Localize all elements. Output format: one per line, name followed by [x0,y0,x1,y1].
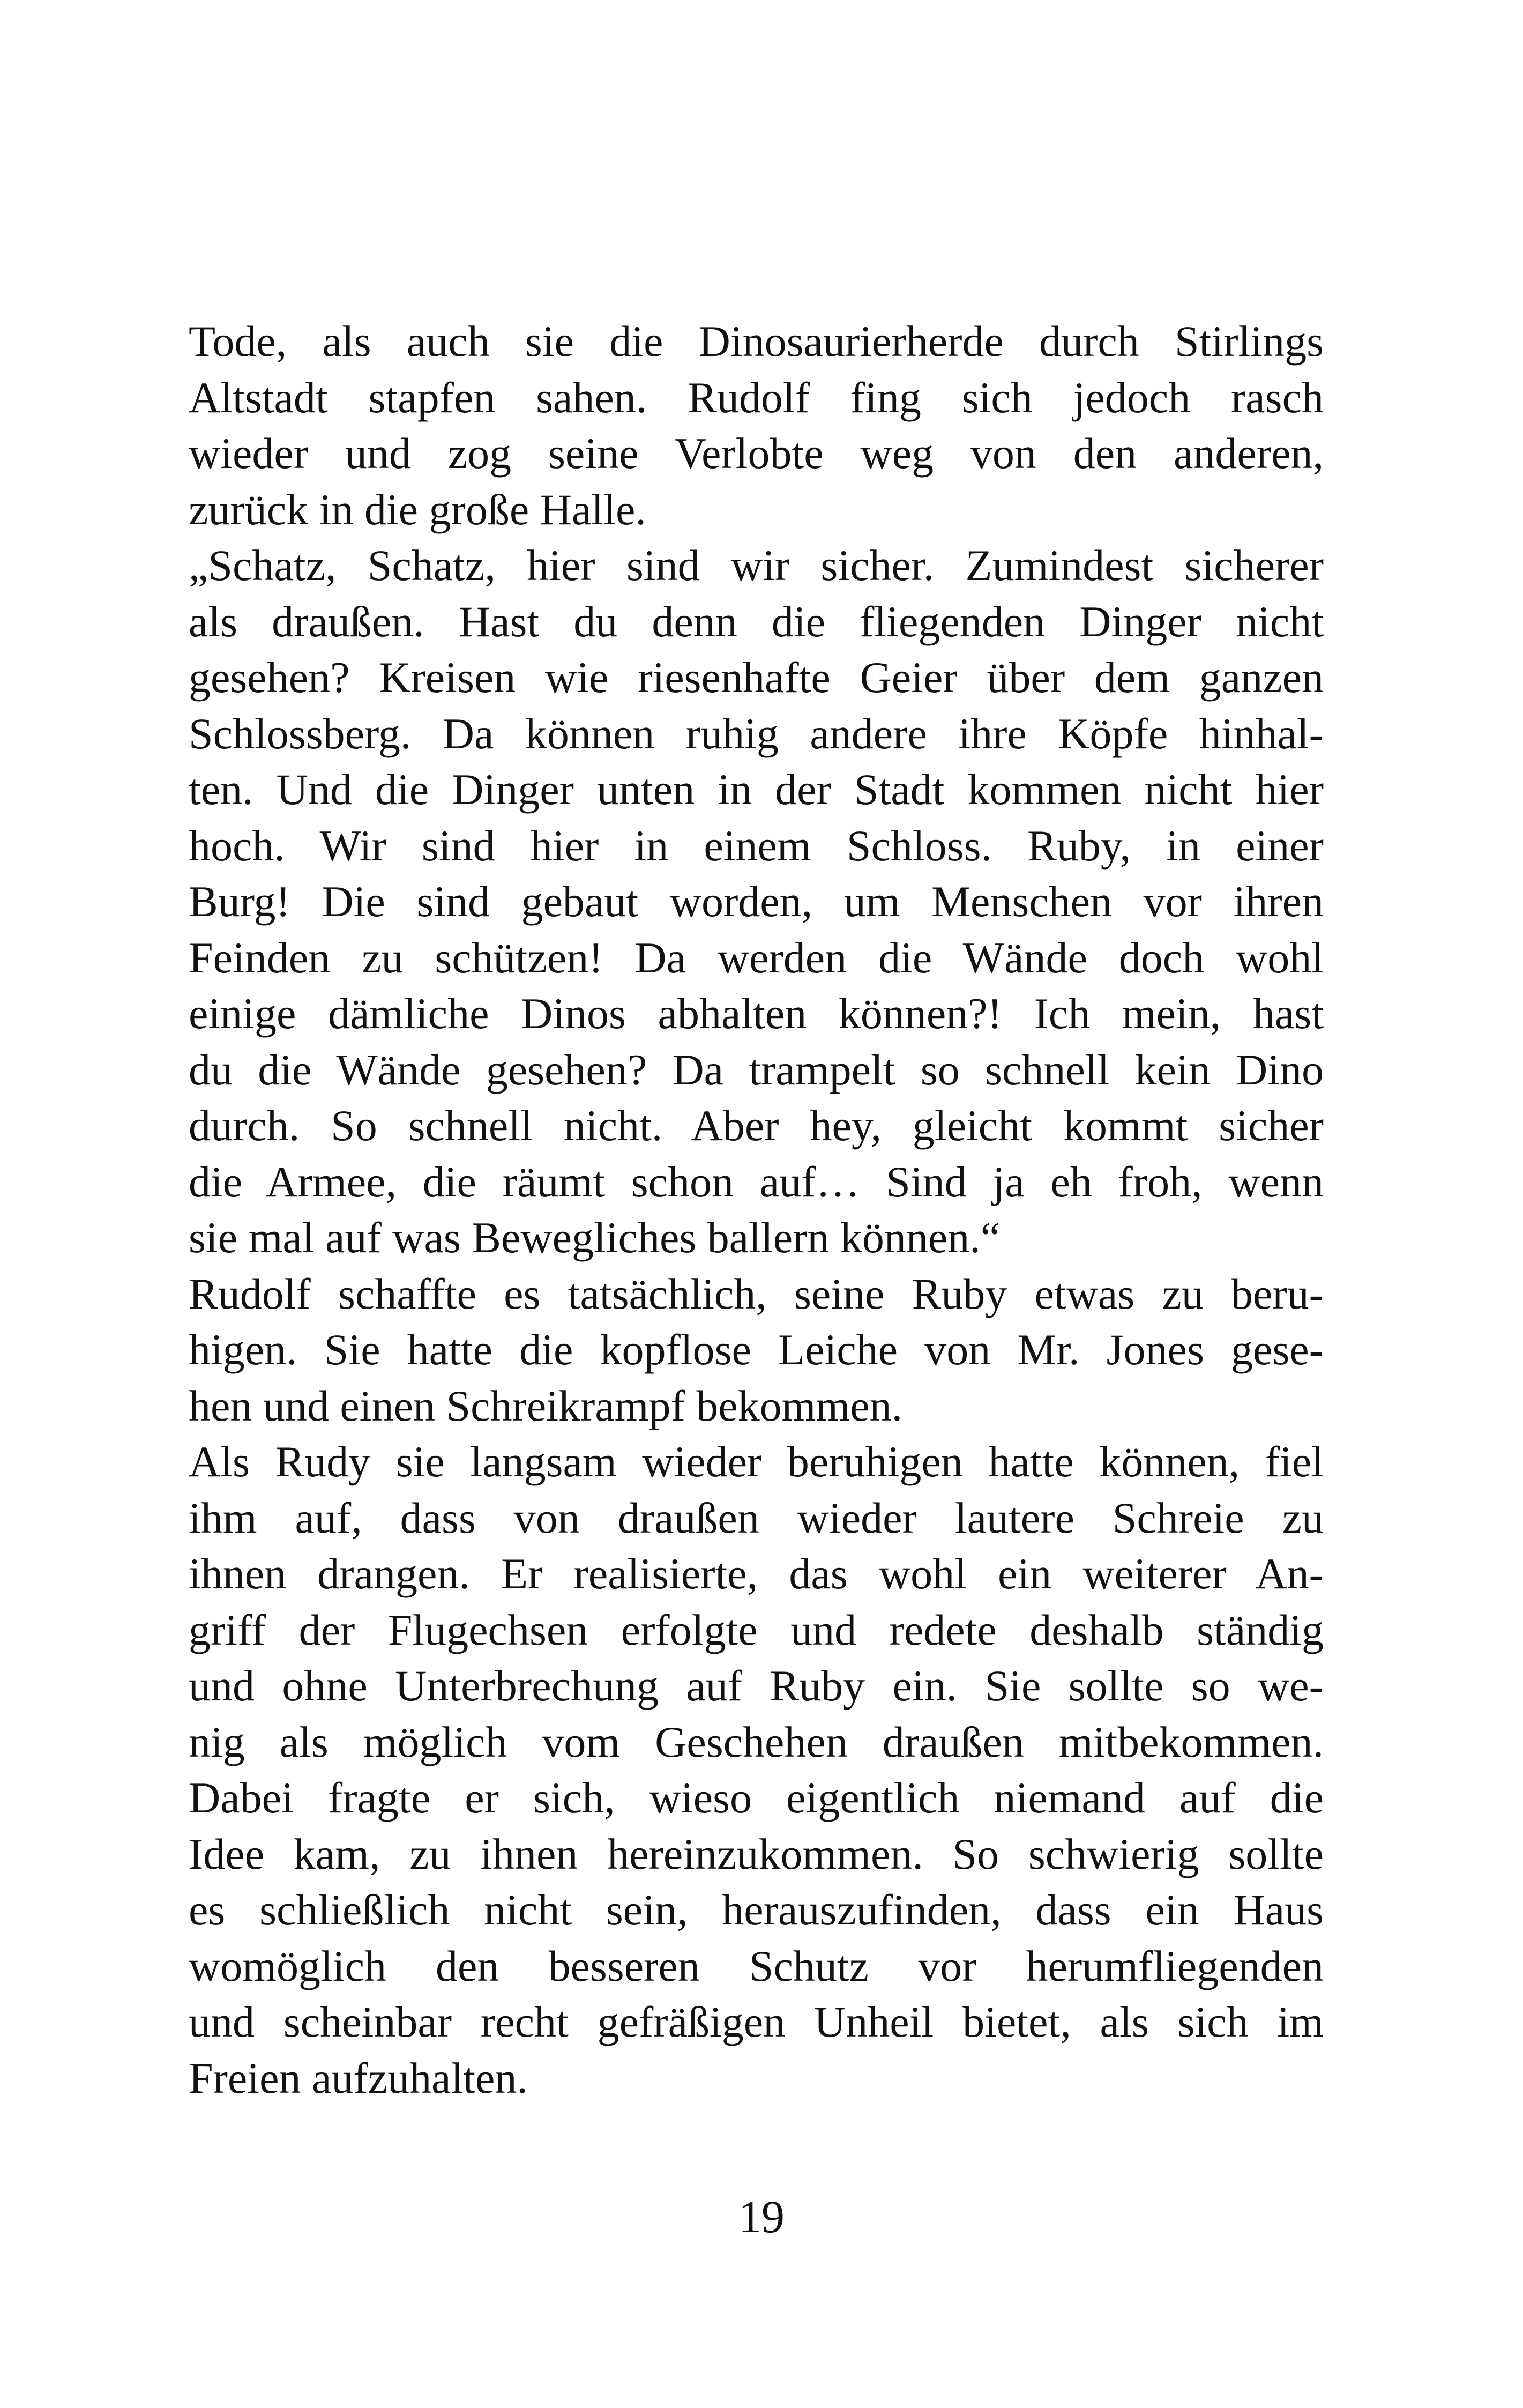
text-line: hen und einen Schreikrampf bekommen. [189,1381,903,1430]
text-line: Idee kam, zu ihnen hereinzukommen. So schwierig sollte [189,1829,1324,1878]
text-line: womöglich den besseren Schutz vor herumfliegenden [189,1941,1324,1990]
text-line: ihnen drangen. Er realisierte, das wohl ein weiterer An- [189,1549,1324,1598]
text-line: und scheinbar recht gefräßigen Unheil bietet, als sich im [189,1997,1324,2046]
text-line: durch. So schnell nicht. Aber hey, gleicht kommt sicher [189,1101,1324,1150]
text-line: sie mal auf was Bewegliches ballern können.“ [189,1213,1001,1262]
text-line: ten. Und die Dinger unten in der Stadt kommen nicht hier [189,765,1324,814]
text-line: du die Wände gesehen? Da trampelt so schnell kein Dino [189,1045,1324,1094]
text-line: nig als möglich vom Geschehen draußen mitbekommen. [189,1717,1324,1766]
text-line: Burg! Die sind gebaut worden, um Menschen vor ihren [189,877,1324,926]
text-line: hoch. Wir sind hier in einem Schloss. Ruby, in einer [189,821,1324,870]
text-line: higen. Sie hatte die kopflose Leiche von Mr. Jones gese- [189,1325,1324,1374]
text-line: Feinden zu schützen! Da werden die Wände doch wohl [189,933,1324,982]
text-line: einige dämliche Dinos abhalten können?! Ich mein, hast [189,989,1324,1038]
text-line: Freien aufzuhalten. [189,2053,528,2102]
text-line: Tode, als auch sie die Dinosaurierherde durch Stirlings [189,317,1324,366]
text-line: Dabei fragte er sich, wieso eigentlich niemand auf die [189,1773,1324,1822]
body-text [189,314,1324,2106]
text-line: gesehen? Kreisen wie riesenhafte Geier über dem ganzen [189,653,1324,702]
text-line: wieder und zog seine Verlobte weg von den anderen, [189,429,1324,478]
text-line: und ohne Unterbrechung auf Ruby ein. Sie sollte so we- [189,1661,1324,1710]
text-line: die Armee, die räumt schon auf… Sind ja eh froh, wenn [189,1157,1324,1206]
text-line: zurück in die große Halle. [189,485,646,534]
text-line: „Schatz, Schatz, hier sind wir sicher. Zumindest sicherer [189,541,1324,590]
text-line: ihm auf, dass von draußen wieder lautere Schreie zu [189,1493,1324,1542]
text-line: als draußen. Hast du denn die fliegenden Dinger nicht [189,597,1324,646]
text-line: Altstadt stapfen sahen. Rudolf fing sich jedoch rasch [189,373,1324,422]
paragraph-2 [189,538,1324,1266]
text-line: griff der Flugechsen erfolgte und redete deshalb ständig [189,1605,1324,1654]
paragraph-1 [189,314,1324,538]
text-line: Als Rudy sie langsam wieder beruhigen hatte können, fiel [189,1437,1324,1486]
text-line: Rudolf schaffte es tatsächlich, seine Ruby etwas zu beru- [189,1269,1324,1318]
paragraph-3 [189,1266,1324,1435]
paragraph-4 [189,1434,1324,2106]
text-line: es schließlich nicht sein, herauszufinden, dass ein Haus [189,1885,1324,1934]
text-line: Schlossberg. Da können ruhig andere ihre Köpfe hinhal- [189,709,1324,758]
page-number: 19 [738,2191,785,2242]
